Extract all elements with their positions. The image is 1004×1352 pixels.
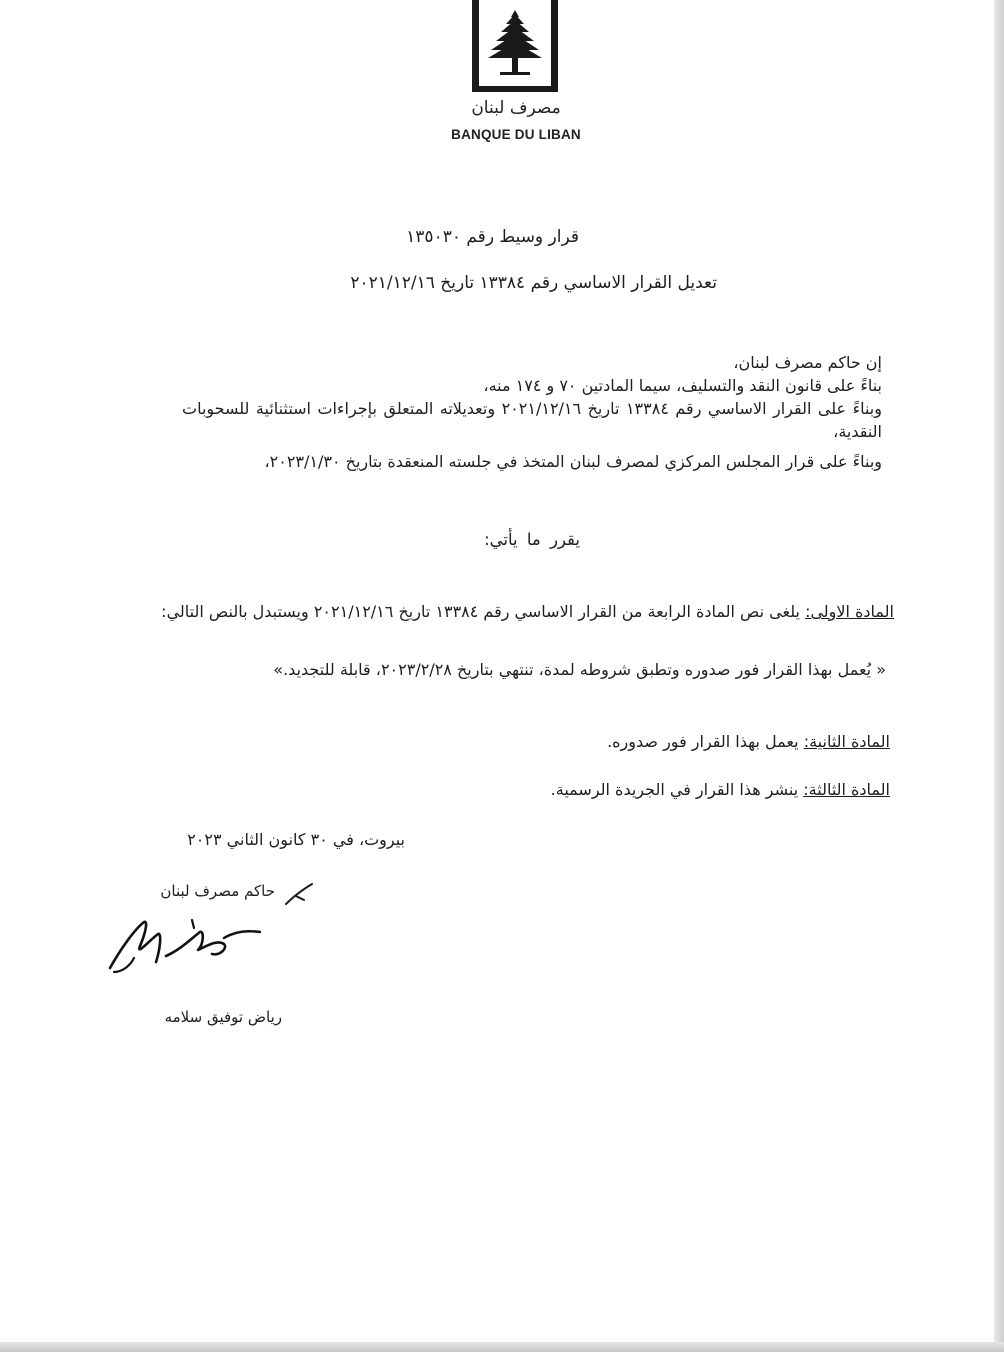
place-date: بيروت، في ٣٠ كانون الثاني ٢٠٢٣ (187, 830, 405, 849)
article-1-quote: « يُعمل بهذا القرار فور صدوره وتطبق شروطه لمدة، تنتهي بتاريخ ٢٠٢٣/٢/٢٨، قابلة للتجديد.» (273, 660, 886, 679)
article-2 (607, 730, 890, 753)
bank-name-french: BANQUE DU LIBAN (451, 127, 581, 142)
signatory-name: رياض توفيق سلامه (164, 1008, 282, 1026)
preamble-line-1: إن حاكم مصرف لبنان، (733, 353, 882, 372)
article-3-text: ينشر هذا القرار في الجريدة الرسمية. (550, 780, 799, 799)
decides-heading: يقرر ما يأتي: (484, 530, 580, 549)
article-1-label: المادة الاولى: (805, 602, 894, 621)
decision-subject: تعديل القرار الاساسي رقم ١٣٣٨٤ تاريخ ٢٠٢١/١٢/١٦ (350, 273, 717, 293)
preamble-line-3: وبناءً على القرار الاساسي رقم ١٣٣٨٤ تاريخ ٢٠٢١/١٢/١٦ وتعديلاته المتعلق بإجراءات استثنائية للسحوبات النقدية، (182, 399, 882, 441)
preamble-line-2: بناءً على قانون النقد والتسليف، سيما المادتين ٧٠ و ١٧٤ منه، (483, 376, 882, 395)
cedar-tree-emblem-icon (470, 0, 560, 95)
page-edge-shadow-bottom (0, 1342, 1004, 1352)
preamble-line-4: وبناءً على قرار المجلس المركزي لمصرف لبنان المتخذ في جلسته المنعقدة بتاريخ ٢٠٢٣/١/٣٠، (264, 452, 882, 471)
article-3 (551, 778, 890, 801)
article-2-label: المادة الثانية: (803, 732, 890, 751)
bank-name-arabic: مصرف لبنان (471, 98, 561, 118)
signature-tick-mark (282, 880, 316, 910)
signatory-title: حاكم مصرف لبنان (160, 882, 275, 900)
article-3-label: المادة الثالثة: (803, 780, 890, 799)
article-2-text: يعمل بهذا القرار فور صدوره. (607, 732, 799, 751)
page-edge-shadow-right (994, 0, 1004, 1352)
article-1-text: يلغى نص المادة الرابعة من القرار الاساسي رقم ١٣٣٨٤ تاريخ ٢٠٢١/١٢/١٦ ويستبدل بالنص التالي: (161, 602, 800, 621)
article-1 (154, 600, 894, 623)
decision-title: قرار وسيط رقم ١٣٥٠٣٠ (406, 227, 579, 247)
handwritten-signature (100, 910, 270, 980)
